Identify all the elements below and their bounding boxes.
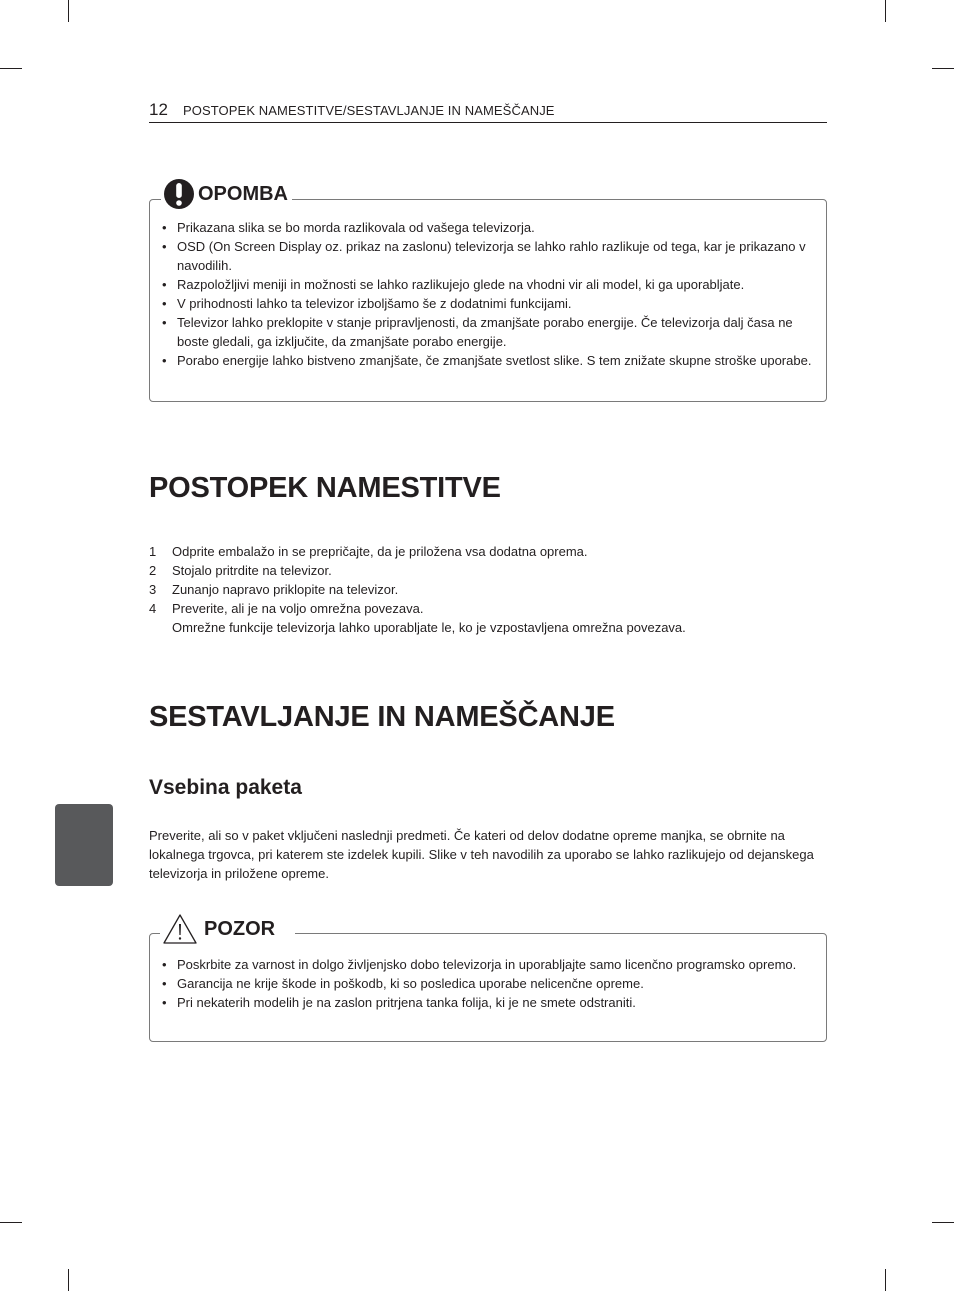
package-contents-paragraph: Preverite, ali so v paket vključeni naslednji predmeti. Če kateri od delov dodatne opreme manjka, se obrnite na lokalnega trgovca, pri katerem ste izdelek kupili. Slike v teh navodilih za uporabo se lahko razlikujejo od dejanskega televizorja in priložene opreme.: [149, 828, 814, 881]
list-item: • Televizor lahko preklopite v stanje pripravljenosti, da zmanjšate porabo energije. Če televizorja dalj časa ne boste gledali, ga izključite, da zmanjšate porabo energije.: [162, 313, 818, 351]
note-heading: [161, 174, 292, 214]
step-text: Preverite, ali je na voljo omrežna povezava.: [172, 601, 424, 616]
list-item: • Garancija ne krije škode in poškodb, ki so posledica uporabe nelicenčne opreme.: [162, 974, 818, 993]
step-text: Odprite embalažo in se prepričajte, da je priložena vsa dodatna oprema.: [172, 544, 588, 559]
section-heading-assembly: SESTAVLJANJE IN NAMEŠČANJE: [149, 701, 615, 733]
step-number: 3: [149, 582, 157, 597]
crop-mark: [68, 0, 69, 22]
subheading-package-contents: Vsebina paketa: [149, 776, 302, 799]
procedure-step: [149, 542, 829, 561]
procedure-step: [149, 580, 829, 599]
list-item: • V prihodnosti lahko ta televizor izboljšamo še z dodatnimi funkcijami.: [162, 294, 818, 313]
crop-mark: [885, 1269, 886, 1291]
language-tab-label: SLOVENŠČINA: [114, 812, 124, 878]
running-title: POSTOPEK NAMESTITVE/SESTAVLJANJE IN NAMEŠČANJE: [183, 103, 555, 118]
page-number: 12: [149, 100, 168, 119]
caution-list: [162, 955, 818, 1012]
caution-heading: [160, 909, 295, 949]
section-heading-procedure: POSTOPEK NAMESTITVE: [149, 472, 501, 504]
step-text: Stojalo pritrdite na televizor.: [172, 563, 332, 578]
crop-mark: [885, 0, 886, 22]
list-item: • Prikazana slika se bo morda razlikovala od vašega televizorja.: [162, 218, 818, 237]
page-header: [149, 100, 827, 123]
crop-mark: [932, 1222, 954, 1223]
step-number: 2: [149, 563, 157, 578]
crop-mark: [68, 1269, 69, 1291]
step-number: 4: [149, 601, 157, 616]
list-item: • Pri nekaterih modelih je na zaslon pritrjena tanka folija, ki je ne smete odstraniti.: [162, 993, 818, 1012]
crop-mark: [0, 68, 22, 69]
warning-triangle-icon: [162, 913, 198, 945]
caution-title: POZOR: [204, 917, 276, 940]
note-list: [162, 218, 818, 370]
procedure-steps: [149, 542, 829, 637]
step-subtext: Omrežne funkcije televizorja lahko uporabljate le, ko je vzpostavljena omrežna povezava.: [172, 620, 686, 635]
step-text: Zunanjo napravo priklopite na televizor.: [172, 582, 399, 597]
crop-mark: [0, 1222, 22, 1223]
crop-mark: [932, 68, 954, 69]
step-number: 1: [149, 544, 157, 559]
caution-box: [149, 933, 827, 1042]
procedure-step: [149, 599, 829, 637]
list-item: • Porabo energije lahko bistveno zmanjšate, če zmanjšate svetlost slike. S tem znižate skupne stroške uporabe.: [162, 351, 818, 370]
list-item: • OSD (On Screen Display oz. prikaz na zaslonu) televizorja se lahko rahlo razlikuje od tega, kar je prikazano v navodilih.: [162, 237, 818, 275]
procedure-step: [149, 561, 829, 580]
note-box: [149, 199, 827, 402]
list-item: • Poskrbite za varnost in dolgo življenjsko dobo televizorja in uporabljajte samo licenčno programsko opremo.: [162, 955, 818, 974]
exclamation-circle-icon: [163, 178, 195, 210]
note-title: OPOMBA: [198, 182, 288, 205]
list-item: • Razpoložljivi meniji in možnosti se lahko razlikujejo glede na vhodni vir ali model, ki ga uporabljate.: [162, 275, 818, 294]
